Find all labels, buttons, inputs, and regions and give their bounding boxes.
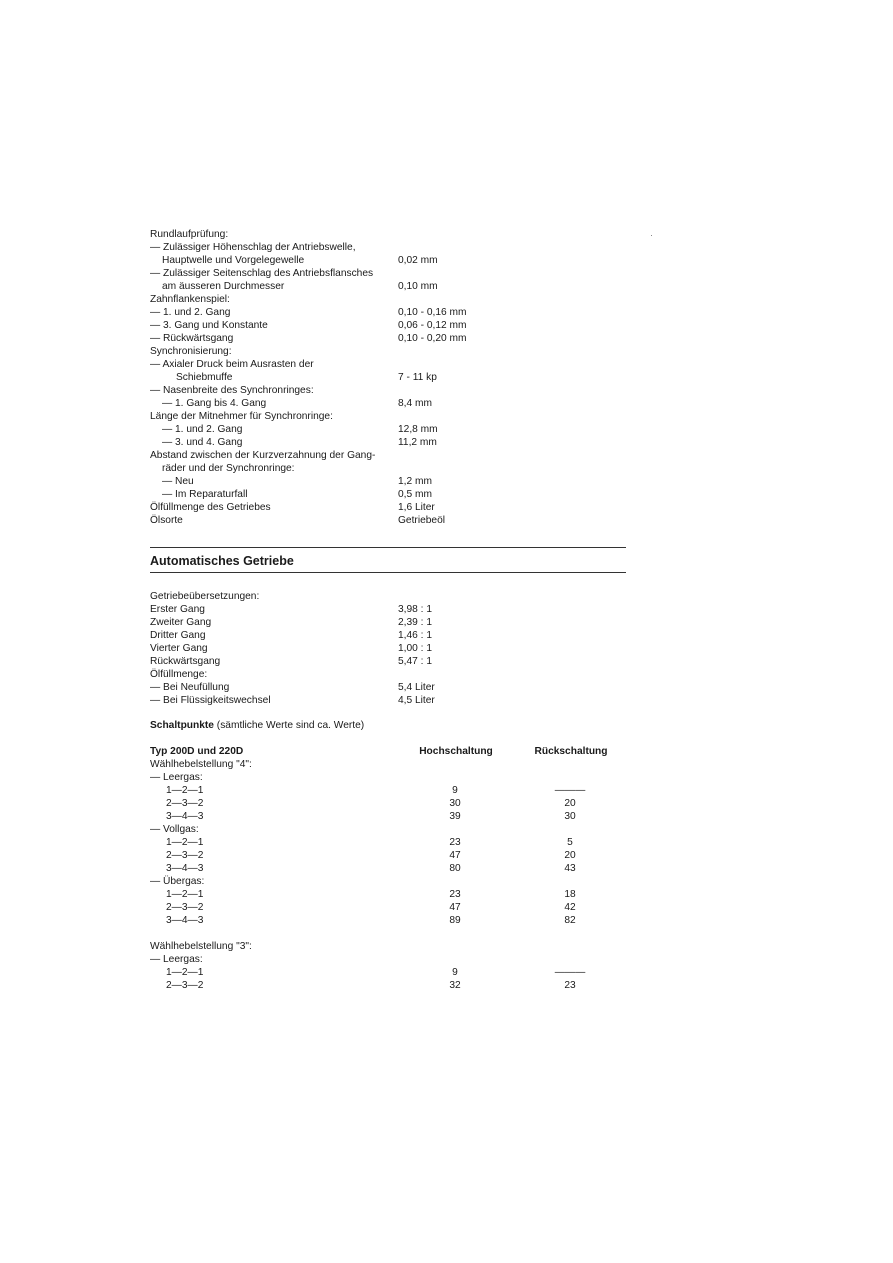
header-type: Typ 200D und 220D — [150, 746, 244, 757]
shift-label: 2—3—2 — [166, 798, 204, 809]
spec-label: — Rückwärtsgang — [150, 333, 234, 344]
spec-row — [150, 436, 630, 449]
shift-table — [150, 745, 630, 927]
upshift-value: 30 — [449, 798, 461, 809]
spec-label: — Neu — [162, 476, 194, 487]
spec-row — [150, 655, 630, 668]
shift-label: 2—3—2 — [166, 902, 204, 913]
spec-row — [150, 488, 630, 501]
header-upshift: Hochschaltung — [419, 746, 493, 757]
shift-row — [150, 888, 630, 901]
spec-value: 0,5 mm — [398, 489, 432, 500]
section-title: Automatisches Getriebe — [150, 554, 294, 568]
spec-label: — 1. Gang bis 4. Gang — [162, 398, 267, 409]
shift-row — [150, 784, 630, 797]
upshift-value: 9 — [452, 785, 458, 796]
spec-value: 12,8 mm — [398, 424, 438, 435]
downshift-value: ——— — [554, 967, 586, 978]
upshift-value: 39 — [449, 811, 461, 822]
spec-row — [150, 254, 630, 267]
spec-row — [150, 228, 630, 241]
upshift-value: 47 — [449, 850, 461, 861]
shift-label: — Übergas: — [150, 876, 205, 887]
spec-value: 11,2 mm — [398, 437, 437, 448]
spec-value: 0,10 mm — [398, 281, 438, 292]
shift-row — [150, 797, 630, 810]
spec-value: 5,47 : 1 — [398, 656, 432, 667]
spec-row — [150, 319, 630, 332]
shift-table-body-3 — [150, 940, 630, 992]
spec-value: 4,5 Liter — [398, 695, 435, 706]
spec-row — [150, 397, 630, 410]
shift-label: 3—4—3 — [166, 863, 204, 874]
spec-label: — Zulässiger Seitenschlag des Antriebsflansches — [150, 268, 374, 279]
spec-value: Getriebeöl — [398, 515, 446, 526]
spec-value: 0,10 - 0,16 mm — [398, 307, 467, 318]
spec-row — [150, 306, 630, 319]
spec-label: Ölsorte — [150, 515, 183, 526]
shift-label: 1—2—1 — [166, 837, 204, 848]
downshift-value: 42 — [564, 902, 576, 913]
spec-row — [150, 358, 630, 371]
spec-label: — 3. Gang und Konstante — [150, 320, 268, 331]
spec-row — [150, 629, 630, 642]
shift-table-body-4 — [150, 758, 630, 927]
spec-label: Ölfüllmenge: — [150, 669, 208, 680]
shift-points-label: Schaltpunkte — [150, 720, 214, 731]
spec-label: — Im Reparaturfall — [162, 489, 248, 500]
spec-label: — Axialer Druck beim Ausrasten der — [150, 359, 314, 370]
spec-row — [150, 449, 630, 462]
spec-label: Dritter Gang — [150, 630, 206, 641]
spec-value: 1,46 : 1 — [398, 630, 432, 641]
spec-row — [150, 293, 630, 306]
header-downshift: Rückschaltung — [534, 746, 608, 757]
shift-label: 1—2—1 — [166, 889, 204, 900]
spec-value: 5,4 Liter — [398, 682, 435, 693]
spec-label: — 1. und 2. Gang — [162, 424, 243, 435]
upshift-value: 32 — [449, 980, 461, 991]
spec-label: — 3. und 4. Gang — [162, 437, 243, 448]
spec-row — [150, 371, 630, 384]
spec-row — [150, 681, 630, 694]
spec-label: — Bei Flüssigkeitswechsel — [150, 695, 271, 706]
shift-row — [150, 771, 630, 784]
upshift-value: 80 — [449, 863, 461, 874]
spec-label: Rundlaufprüfung: — [150, 229, 229, 240]
spec-row — [150, 462, 630, 475]
spec-label: Zahnflankenspiel: — [150, 294, 230, 305]
divider-top — [150, 547, 626, 548]
shift-label: — Leergas: — [150, 954, 203, 965]
spec-row — [150, 603, 630, 616]
shift-row — [150, 966, 630, 979]
shift-points-note: (sämtliche Werte sind ca. Werte) — [213, 720, 365, 731]
upshift-value: 89 — [449, 915, 461, 926]
shift-label: 2—3—2 — [166, 850, 204, 861]
downshift-value: 43 — [564, 863, 576, 874]
shift-row — [150, 979, 630, 992]
spec-row — [150, 280, 630, 293]
shift-label: Wählhebelstellung "4": — [150, 759, 252, 770]
spec-value: 0,10 - 0,20 mm — [398, 333, 467, 344]
spec-row — [150, 332, 630, 345]
spec-row — [150, 423, 630, 436]
spec-label: Rückwärtsgang — [150, 656, 221, 667]
spec-row — [150, 514, 630, 527]
spec-label: Getriebeübersetzungen: — [150, 591, 260, 602]
shift-row — [150, 914, 630, 927]
spec-value: 1,2 mm — [398, 476, 432, 487]
shift-row — [150, 836, 630, 849]
spec-label: Synchronisierung: — [150, 346, 232, 357]
downshift-value: 20 — [564, 850, 576, 861]
spec-row — [150, 410, 630, 423]
spec-label: am äusseren Durchmesser — [162, 281, 285, 292]
spec-value: 0,02 mm — [398, 255, 438, 266]
shift-label: 1—2—1 — [166, 785, 204, 796]
shift-table-header — [150, 745, 630, 758]
shift-points-heading — [150, 719, 630, 732]
shift-row — [150, 758, 630, 771]
spec-label: Vierter Gang — [150, 643, 208, 654]
shift-label: 3—4—3 — [166, 811, 204, 822]
spec-row — [150, 694, 630, 707]
spec-label: Abstand zwischen der Kurzverzahnung der Gang- — [150, 450, 376, 461]
shift-row — [150, 953, 630, 966]
spec-value: 0,06 - 0,12 mm — [398, 320, 467, 331]
spec-label: Erster Gang — [150, 604, 205, 615]
shift-label: 1—2—1 — [166, 967, 204, 978]
shift-label: Wählhebelstellung "3": — [150, 941, 252, 952]
shift-label: 2—3—2 — [166, 980, 204, 991]
spec-value: 8,4 mm — [398, 398, 432, 409]
speck — [651, 235, 652, 236]
shift-row — [150, 810, 630, 823]
spec-row — [150, 475, 630, 488]
downshift-value: 18 — [564, 889, 576, 900]
downshift-value: 20 — [564, 798, 576, 809]
spec-value: 1,00 : 1 — [398, 643, 432, 654]
shift-label: — Leergas: — [150, 772, 203, 783]
shift-row — [150, 823, 630, 836]
spec-value: 3,98 : 1 — [398, 604, 432, 615]
downshift-value: 5 — [567, 837, 573, 848]
shift-row — [150, 901, 630, 914]
spec-label: — Bei Neufüllung — [150, 682, 230, 693]
spec-row — [150, 241, 630, 254]
spec-label: — Zulässiger Höhenschlag der Antriebswelle, — [150, 242, 356, 253]
spec-value: 1,6 Liter — [398, 502, 435, 513]
spec-label: räder und der Synchronringe: — [162, 463, 295, 474]
spec-label: Schiebmuffe — [176, 372, 233, 383]
spec-row — [150, 267, 630, 280]
spec-value: 7 - 11 kp — [398, 372, 437, 383]
downshift-value: 23 — [564, 980, 576, 991]
spec-label: Zweiter Gang — [150, 617, 212, 628]
shift-row — [150, 862, 630, 875]
spec-row — [150, 616, 630, 629]
spec-row — [150, 668, 630, 681]
spec-value: 2,39 : 1 — [398, 617, 432, 628]
downshift-value: 82 — [564, 915, 576, 926]
shift-row — [150, 940, 630, 953]
downshift-value: 30 — [564, 811, 576, 822]
downshift-value: ——— — [554, 785, 586, 796]
spec-row — [150, 384, 630, 397]
spec-row — [150, 642, 630, 655]
shift-row — [150, 875, 630, 888]
divider-bottom — [150, 572, 626, 573]
shift-label: — Vollgas: — [150, 824, 199, 835]
spec-row — [150, 590, 630, 603]
upshift-value: 47 — [449, 902, 461, 913]
upshift-value: 9 — [452, 967, 458, 978]
specs-manual-transmission — [150, 228, 630, 527]
spec-label: Länge der Mitnehmer für Synchronringe: — [150, 411, 333, 422]
upshift-value: 23 — [449, 837, 461, 848]
spec-row — [150, 501, 630, 514]
upshift-value: 23 — [449, 889, 461, 900]
spec-label: Ölfüllmenge des Getriebes — [150, 502, 271, 513]
spec-label: — 1. und 2. Gang — [150, 307, 231, 318]
spec-row — [150, 345, 630, 358]
specs-automatic-ratios — [150, 590, 630, 707]
spec-label: Hauptwelle und Vorgelegewelle — [162, 255, 305, 266]
shift-label: 3—4—3 — [166, 915, 204, 926]
spec-label: — Nasenbreite des Synchronringes: — [150, 385, 314, 396]
shift-row — [150, 849, 630, 862]
